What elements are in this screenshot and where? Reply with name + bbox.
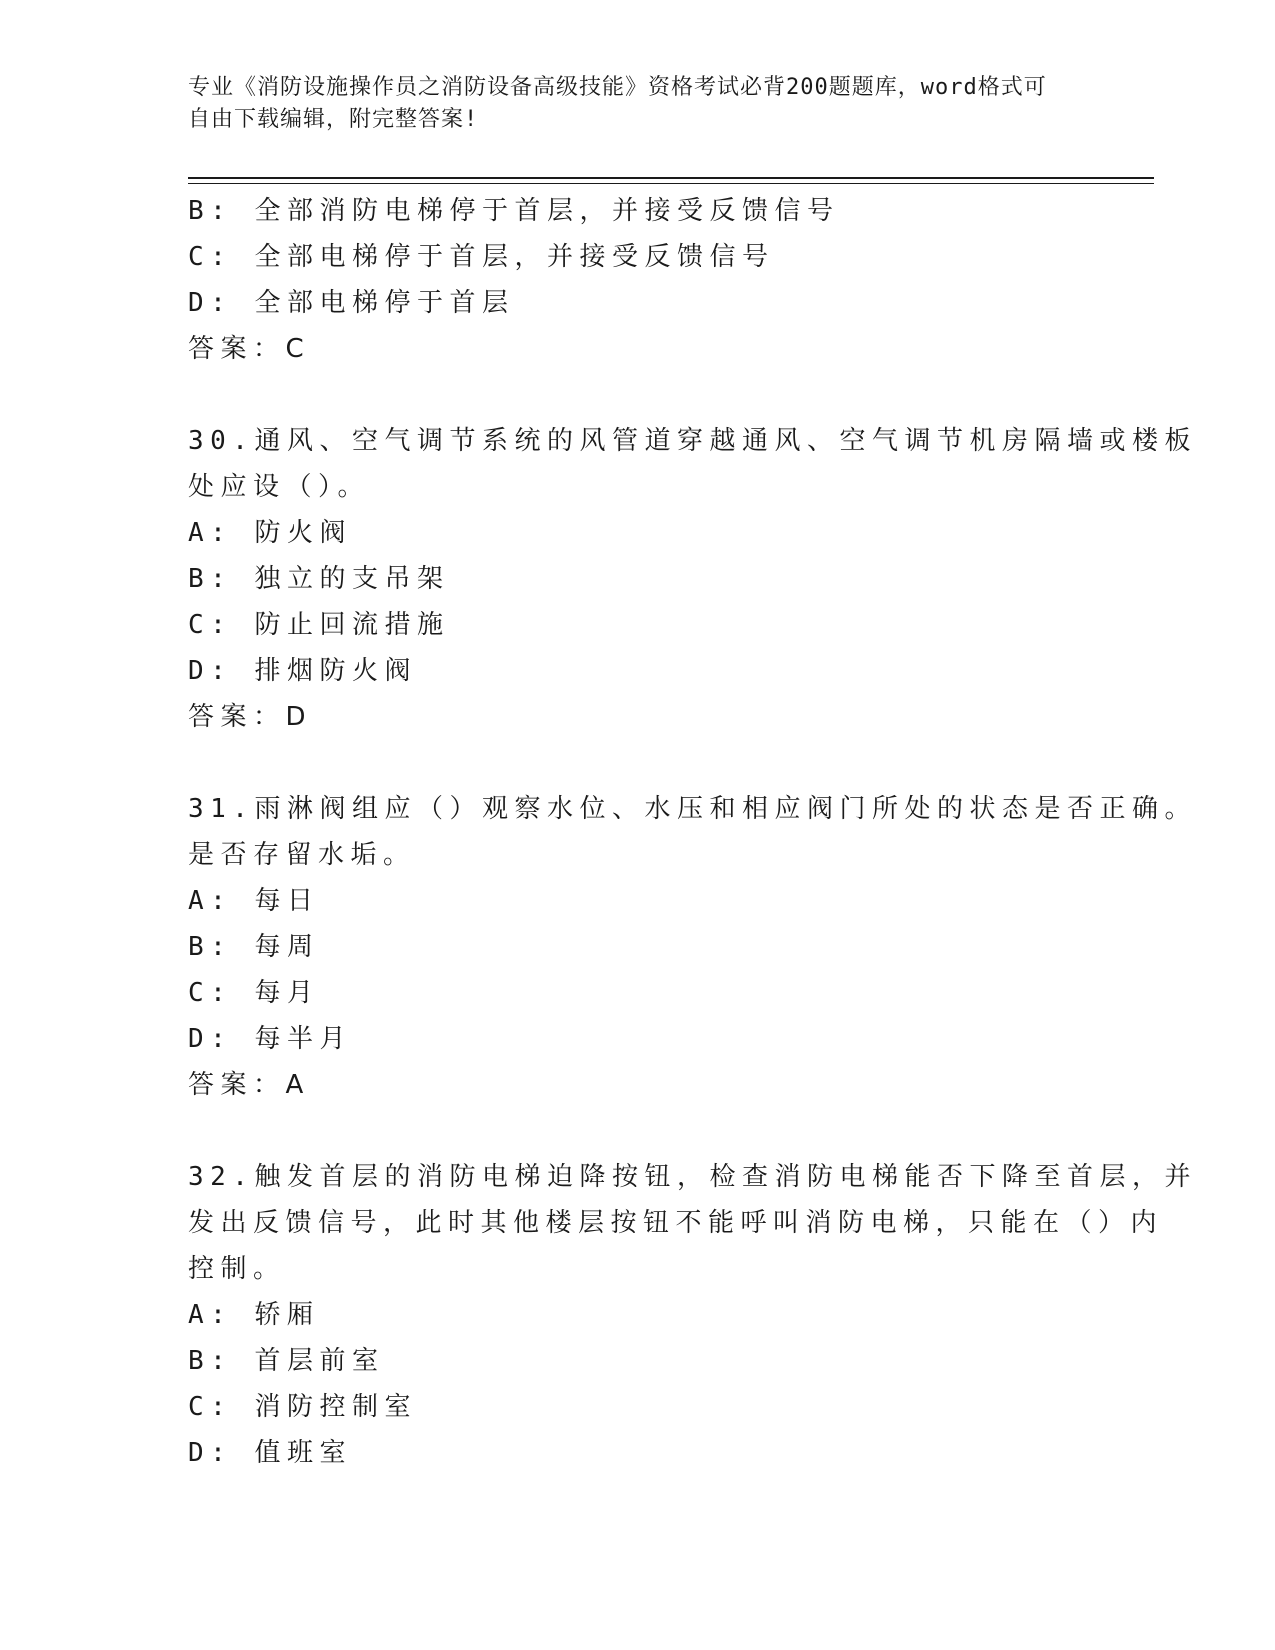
option-b: B: 全部消防电梯停于首层，并接受反馈信号 xyxy=(188,196,840,226)
question-stem-line: 控制。 xyxy=(188,1254,286,1284)
spacer xyxy=(188,1108,1088,1154)
option-b: B: 独立的支吊架 xyxy=(188,564,450,594)
question-stem-line: 发出反馈信号，此时其他楼层按钮不能呼叫消防电梯，只能在（）内 xyxy=(188,1208,1164,1238)
header-divider-thick xyxy=(188,177,1154,179)
option-d: D: 排烟防火阀 xyxy=(188,656,417,686)
option-a: A: 轿厢 xyxy=(188,1300,320,1330)
answer-line: 答案：D xyxy=(188,702,313,732)
option-c: C: 每月 xyxy=(188,978,320,1008)
spacer xyxy=(188,372,1088,418)
option-d: D: 全部电梯停于首层 xyxy=(188,288,515,318)
document-header: 专业《消防设施操作员之消防设备高级技能》资格考试必背200题题库，word格式可自由下载编辑，附完整答案! xyxy=(188,75,1047,132)
question-stem-line: 30.通风、空气调节系统的风管道穿越通风、空气调节机房隔墙或楼板 xyxy=(188,426,1197,456)
option-c: C: 消防控制室 xyxy=(188,1392,417,1422)
option-a: A: 防火阀 xyxy=(188,518,352,548)
question-stem-line: 是否存留水垢。 xyxy=(188,840,416,870)
answer-line: 答案：C xyxy=(188,334,311,364)
option-b: B: 每周 xyxy=(188,932,320,962)
option-a: A: 每日 xyxy=(188,886,320,916)
answer-line: 答案：A xyxy=(188,1070,310,1100)
question-stem-line: 32.触发首层的消防电梯迫降按钮，检查消防电梯能否下降至首层，并 xyxy=(188,1162,1197,1192)
question-stem-line: 处应设（）。 xyxy=(188,472,371,502)
option-c: C: 全部电梯停于首层，并接受反馈信号 xyxy=(188,242,775,272)
question-29-continued xyxy=(188,188,1088,372)
option-c: C: 防止回流措施 xyxy=(188,610,450,640)
option-d: D: 每半月 xyxy=(188,1024,352,1054)
header-divider-thin xyxy=(188,183,1154,184)
question-32 xyxy=(188,1154,1197,1476)
question-stem-line: 31.雨淋阀组应（）观察水位、水压和相应阀门所处的状态是否正确。 xyxy=(188,794,1197,824)
spacer xyxy=(188,740,1088,786)
question-list xyxy=(188,188,1197,1476)
question-30 xyxy=(188,418,1197,740)
question-31 xyxy=(188,786,1197,1108)
option-d: D: 值班室 xyxy=(188,1438,352,1468)
option-b: B: 首层前室 xyxy=(188,1346,385,1376)
